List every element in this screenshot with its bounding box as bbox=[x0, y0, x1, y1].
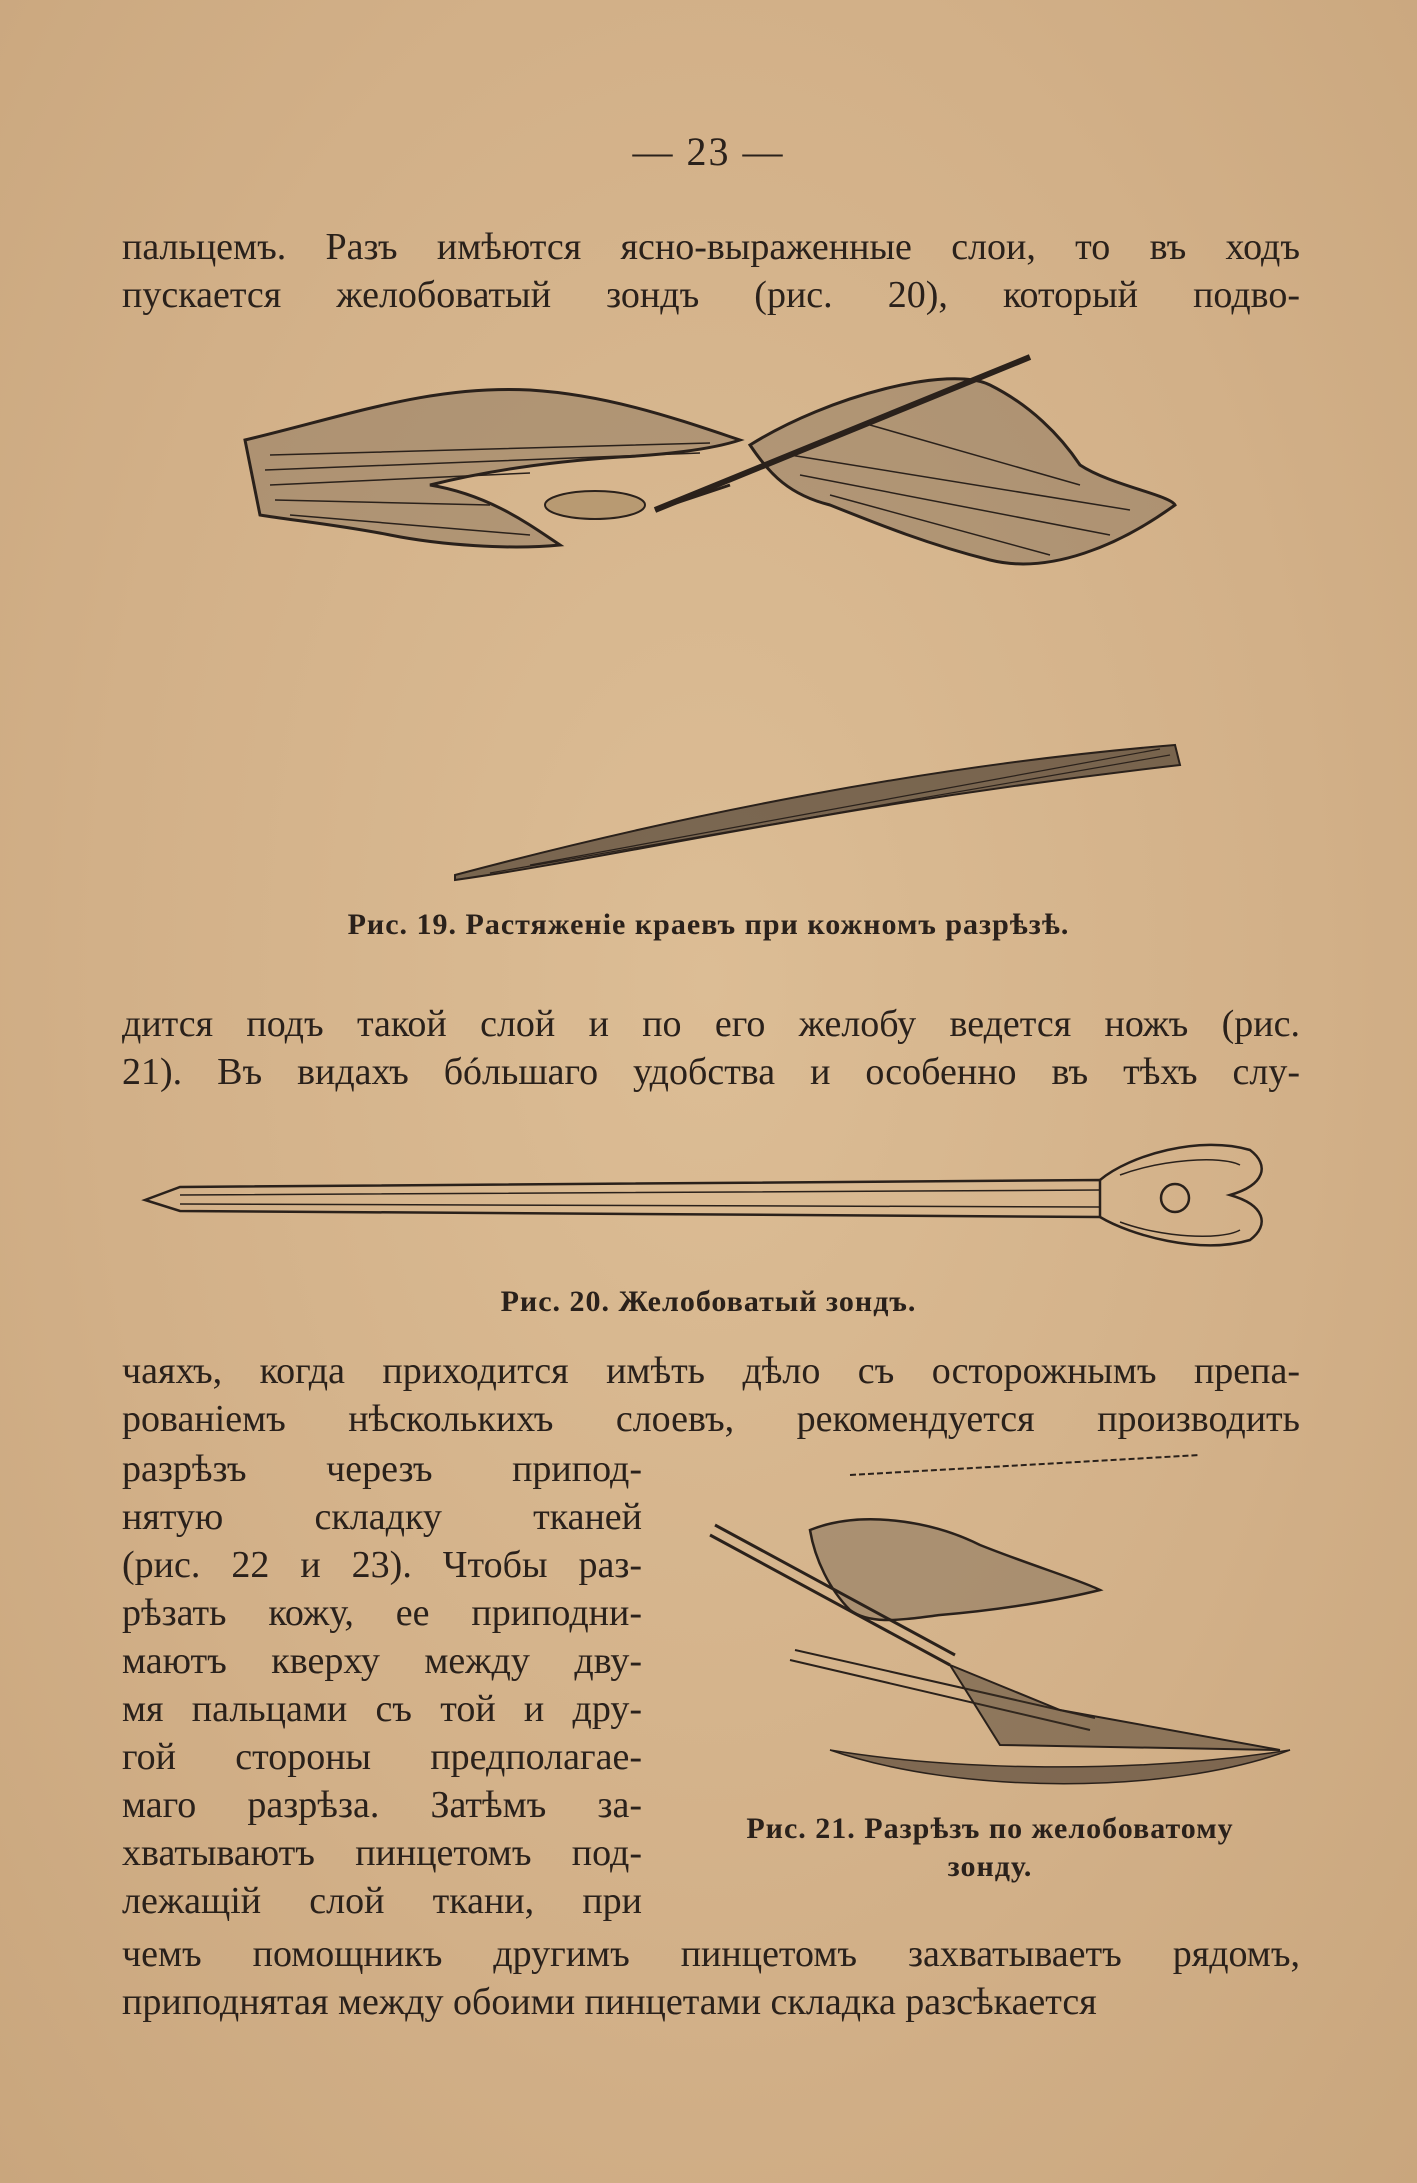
text-line: рованіемъ нѣсколькихъ слоевъ, рекомендуется производить bbox=[122, 1398, 1300, 1440]
text-line: нятую складку тканей bbox=[122, 1496, 642, 1538]
text-line: хватываютъ пинцетомъ под- bbox=[122, 1832, 642, 1874]
text-line: дится подъ такой слой и по его желобу ведется ножъ (рис. bbox=[122, 1003, 1300, 1045]
text-line: гой стороны предполагае- bbox=[122, 1736, 642, 1778]
figure-20-caption: Рис. 20. Желобоватый зондъ. bbox=[500, 1285, 917, 1318]
figure-21-caption-cont: зонду. bbox=[947, 1850, 1033, 1883]
text-line: чемъ помощникъ другимъ пинцетомъ захватываетъ рядомъ, bbox=[122, 1933, 1300, 1975]
text-line: пускается желобоватый зондъ (рис. 20), который подво- bbox=[122, 274, 1300, 316]
figure-21-caption: Рис. 21. Разрѣзъ по желобоватому bbox=[746, 1812, 1234, 1845]
text-line: пальцемъ. Разъ имѣются ясно-выраженные слои, то въ ходъ bbox=[122, 226, 1300, 268]
page-number: — 23 — bbox=[632, 129, 785, 174]
text-line: мя пальцами съ той и дру- bbox=[122, 1688, 642, 1730]
text-line: приподнятая между обоими пинцетами складка разсѣкается bbox=[122, 1981, 1097, 2023]
figure-21-illustration bbox=[700, 1450, 1300, 1805]
figure-19-illustration bbox=[230, 345, 1190, 895]
text-line: рѣзать кожу, ее приподни- bbox=[122, 1592, 642, 1634]
figure-19-caption: Рис. 19. Растяженіе краевъ при кожномъ разрѣзѣ. bbox=[347, 908, 1070, 941]
text-line: лежащій слой ткани, при bbox=[122, 1880, 642, 1922]
text-line: чаяхъ, когда приходится имѣть дѣло съ осторожнымъ препа- bbox=[122, 1350, 1300, 1392]
figure-20-illustration bbox=[140, 1125, 1280, 1255]
text-line: маго разрѣза. Затѣмъ за- bbox=[122, 1784, 642, 1826]
text-line: маютъ кверху между дву- bbox=[122, 1640, 642, 1682]
text-line: (рис. 22 и 23). Чтобы раз- bbox=[122, 1544, 642, 1586]
text-line: разрѣзъ черезъ припод- bbox=[122, 1448, 642, 1490]
text-line: 21). Въ видахъ бóльшаго удобства и особенно въ тѣхъ слу- bbox=[122, 1051, 1300, 1093]
